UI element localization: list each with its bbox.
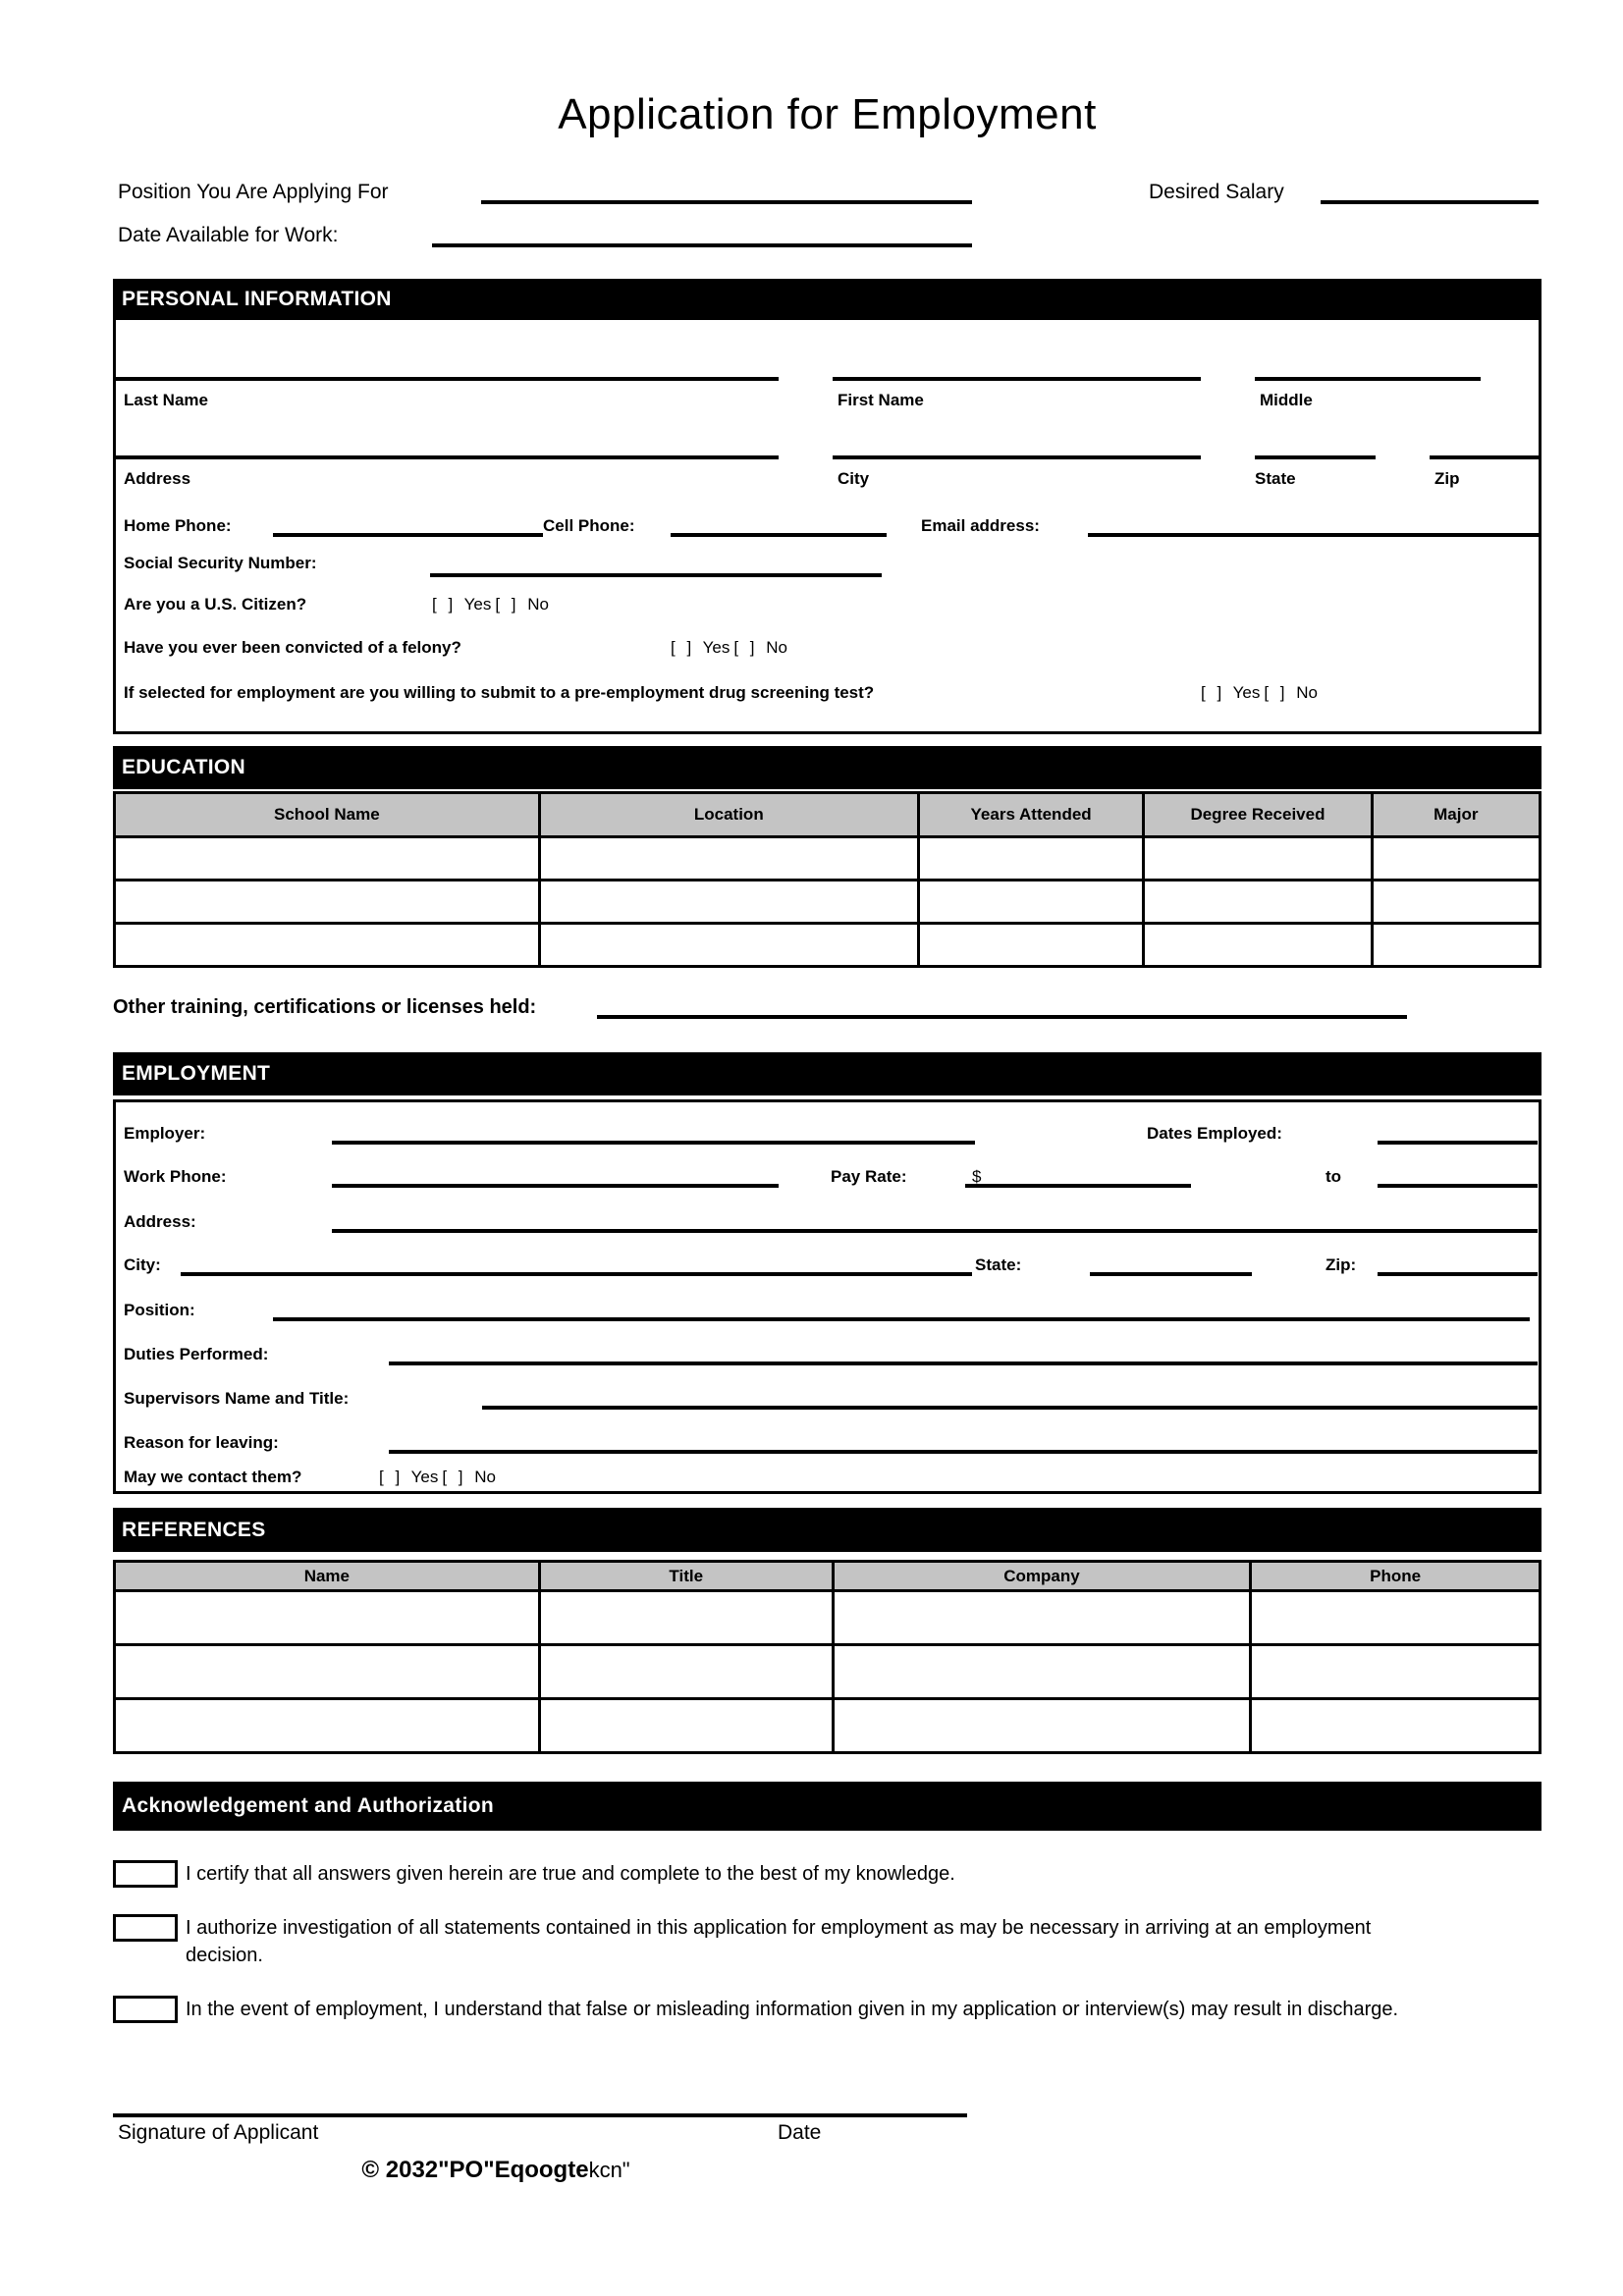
ack-item-certify — [113, 1860, 1443, 1888]
references-cell[interactable] — [115, 1591, 540, 1645]
zip-label: Zip — [1434, 469, 1460, 488]
copyright-text — [113, 2157, 879, 2184]
section-bar-personal-information: PERSONAL INFORMATION — [113, 279, 1542, 320]
references-header-company: Company — [833, 1562, 1250, 1591]
address-label: Address — [124, 469, 191, 488]
drug-yesno — [1201, 683, 1322, 703]
employer-input[interactable] — [332, 1124, 975, 1145]
employer-state-label: State: — [975, 1255, 1022, 1274]
duties-input[interactable] — [389, 1345, 1538, 1365]
discharge-checkbox[interactable] — [113, 1996, 178, 2023]
first-name-label: First Name — [838, 391, 924, 409]
felony-no-option[interactable]: [ ] No — [733, 638, 787, 657]
date-label: Date — [778, 2121, 822, 2144]
education-table — [113, 791, 1542, 968]
references-cell[interactable] — [539, 1699, 833, 1753]
references-cell[interactable] — [833, 1645, 1250, 1699]
education-cell[interactable] — [539, 881, 918, 924]
other-training-input[interactable] — [597, 993, 1407, 1019]
education-cell[interactable] — [115, 881, 540, 924]
signature-block — [113, 2113, 967, 2184]
home-phone-input[interactable] — [273, 516, 543, 537]
employer-city-label: City: — [124, 1255, 161, 1274]
education-header-location: Location — [539, 793, 918, 837]
employer-label: Employer: — [124, 1124, 206, 1143]
state-input[interactable] — [1255, 455, 1376, 459]
references-cell[interactable] — [539, 1645, 833, 1699]
pay-rate-label: Pay Rate: — [831, 1167, 907, 1186]
reason-leaving-input[interactable] — [389, 1433, 1538, 1454]
education-cell[interactable] — [115, 837, 540, 881]
date-available-label: Date Available for Work: — [118, 224, 339, 246]
education-cell[interactable] — [1144, 924, 1372, 967]
education-row — [115, 837, 1541, 881]
employment-position-label: Position: — [124, 1301, 195, 1319]
education-row — [115, 924, 1541, 967]
email-input[interactable] — [1088, 516, 1540, 537]
education-cell[interactable] — [918, 837, 1143, 881]
signature-of-applicant-label: Signature of Applicant — [118, 2121, 319, 2144]
section-bar-employment: EMPLOYMENT — [113, 1052, 1542, 1095]
references-header-phone: Phone — [1251, 1562, 1541, 1591]
work-phone-label: Work Phone: — [124, 1167, 227, 1186]
felony-question-label: Have you ever been convicted of a felony? — [124, 638, 461, 657]
education-cell[interactable] — [1372, 837, 1540, 881]
employer-city-input[interactable] — [181, 1255, 972, 1276]
cell-phone-label: Cell Phone: — [543, 516, 635, 535]
citizen-yesno — [432, 595, 553, 614]
state-label: State — [1255, 469, 1296, 488]
authorize-checkbox[interactable] — [113, 1914, 178, 1942]
references-cell[interactable] — [115, 1645, 540, 1699]
employer-zip-input[interactable] — [1378, 1255, 1538, 1276]
citizen-yes-option[interactable]: [ ] Yes — [432, 595, 492, 614]
home-phone-label: Home Phone: — [124, 516, 232, 535]
education-row — [115, 881, 1541, 924]
first-name-input[interactable] — [833, 377, 1201, 381]
reason-leaving-label: Reason for leaving: — [124, 1433, 279, 1452]
signature-input-line[interactable] — [113, 2113, 967, 2117]
employment-application-form — [113, 0, 1542, 2184]
contact-question-label: May we contact them? — [124, 1468, 302, 1486]
employer-address-label: Address: — [124, 1212, 196, 1231]
references-header-name: Name — [115, 1562, 540, 1591]
employment-box — [113, 1099, 1542, 1494]
address-input[interactable] — [116, 455, 779, 459]
copyright-light-part: kcn" — [588, 2158, 630, 2182]
other-training-label: Other training, certifications or licenses held: — [113, 996, 537, 1018]
citizen-no-option[interactable]: [ ] No — [495, 595, 549, 614]
certify-checkbox[interactable] — [113, 1860, 178, 1888]
middle-name-label: Middle — [1260, 391, 1313, 409]
section-bar-acknowledgement: Acknowledgement and Authorization — [113, 1782, 1542, 1831]
supervisor-input[interactable] — [482, 1389, 1538, 1410]
ssn-input[interactable] — [430, 558, 882, 577]
personal-information-box — [113, 320, 1542, 734]
middle-name-input[interactable] — [1255, 377, 1481, 381]
drug-no-option[interactable]: [ ] No — [1264, 683, 1318, 702]
felony-yes-option[interactable]: [ ] Yes — [671, 638, 730, 657]
contact-yes-option[interactable]: [ ] Yes — [379, 1468, 439, 1486]
pay-rate-input[interactable] — [965, 1167, 1191, 1188]
references-row — [115, 1645, 1541, 1699]
references-cell[interactable] — [1251, 1645, 1541, 1699]
email-label: Email address: — [921, 516, 1040, 535]
education-cell[interactable] — [1372, 881, 1540, 924]
city-label: City — [838, 469, 870, 488]
last-name-input[interactable] — [116, 377, 779, 381]
position-salary-row — [113, 181, 1542, 216]
references-cell[interactable] — [833, 1591, 1250, 1645]
citizen-question-label: Are you a U.S. Citizen? — [124, 595, 307, 614]
employer-address-input[interactable] — [332, 1212, 1538, 1233]
desired-salary-label: Desired Salary — [1149, 181, 1284, 203]
section-bar-references: REFERENCES — [113, 1508, 1542, 1552]
dates-employed-from-input[interactable] — [1378, 1124, 1538, 1145]
ack-item-authorize — [113, 1914, 1443, 1969]
education-header-school: School Name — [115, 793, 540, 837]
employer-state-input[interactable] — [1090, 1255, 1252, 1276]
education-cell[interactable] — [539, 837, 918, 881]
education-cell[interactable] — [1144, 881, 1372, 924]
employer-zip-label: Zip: — [1325, 1255, 1357, 1274]
references-header-row — [115, 1562, 1541, 1591]
dates-employed-label: Dates Employed: — [1147, 1124, 1282, 1143]
work-phone-input[interactable] — [332, 1167, 779, 1188]
last-name-label: Last Name — [124, 391, 208, 409]
education-cell[interactable] — [539, 924, 918, 967]
ack-item-discharge — [113, 1996, 1443, 2023]
references-cell[interactable] — [115, 1699, 540, 1753]
pay-rate-to-input[interactable] — [1378, 1167, 1538, 1188]
dollar-sign: $ — [972, 1167, 982, 1186]
references-row — [115, 1591, 1541, 1645]
contact-no-option[interactable]: [ ] No — [442, 1468, 496, 1486]
city-input[interactable] — [833, 455, 1201, 459]
position-applying-label: Position You Are Applying For — [118, 181, 389, 203]
references-cell[interactable] — [1251, 1699, 1541, 1753]
date-available-row — [113, 224, 1542, 259]
references-cell[interactable] — [1251, 1591, 1541, 1645]
references-header-title: Title — [539, 1562, 833, 1591]
section-bar-education: EDUCATION — [113, 746, 1542, 789]
references-table — [113, 1560, 1542, 1754]
desired-salary-input[interactable] — [1321, 175, 1539, 204]
education-cell[interactable] — [918, 924, 1143, 967]
education-cell[interactable] — [115, 924, 540, 967]
drug-yes-option[interactable]: [ ] Yes — [1201, 683, 1261, 702]
education-header-major: Major — [1372, 793, 1540, 837]
drug-question-label: If selected for employment are you willing to submit to a pre-employment drug screening test? — [124, 683, 875, 702]
education-header-degree: Degree Received — [1144, 793, 1372, 837]
zip-input[interactable] — [1430, 455, 1540, 459]
ack-discharge-text: In the event of employment, I understand that false or misleading information given in my application or interview(s) may result in discharge. — [186, 1999, 1399, 2020]
references-cell[interactable] — [833, 1699, 1250, 1753]
ack-authorize-text: I authorize investigation of all statements contained in this application for employment as may be necessary in arriving at an employment decision. — [186, 1917, 1372, 1966]
supervisor-label: Supervisors Name and Title: — [124, 1389, 350, 1408]
references-row — [115, 1699, 1541, 1753]
ssn-label: Social Security Number: — [124, 554, 317, 572]
cell-phone-input[interactable] — [671, 516, 887, 537]
references-cell[interactable] — [539, 1591, 833, 1645]
education-cell[interactable] — [1372, 924, 1540, 967]
date-available-input[interactable] — [432, 218, 972, 247]
contact-yesno — [379, 1468, 500, 1487]
duties-label: Duties Performed: — [124, 1345, 269, 1363]
education-cell[interactable] — [1144, 837, 1372, 881]
pay-rate-to-label: to — [1325, 1167, 1342, 1186]
education-header-years: Years Attended — [918, 793, 1143, 837]
education-cell[interactable] — [918, 881, 1143, 924]
other-training-row — [113, 993, 1542, 1019]
felony-yesno — [671, 638, 791, 658]
copyright-bold-part: © 2032"PO"Eqoogte — [361, 2157, 589, 2183]
employment-position-input[interactable] — [273, 1301, 1530, 1321]
page-title: Application for Employment — [558, 90, 1097, 138]
position-applying-input[interactable] — [481, 175, 972, 204]
ack-certify-text: I certify that all answers given herein are true and complete to the best of my knowledge. — [186, 1863, 955, 1885]
education-header-row — [115, 793, 1541, 837]
